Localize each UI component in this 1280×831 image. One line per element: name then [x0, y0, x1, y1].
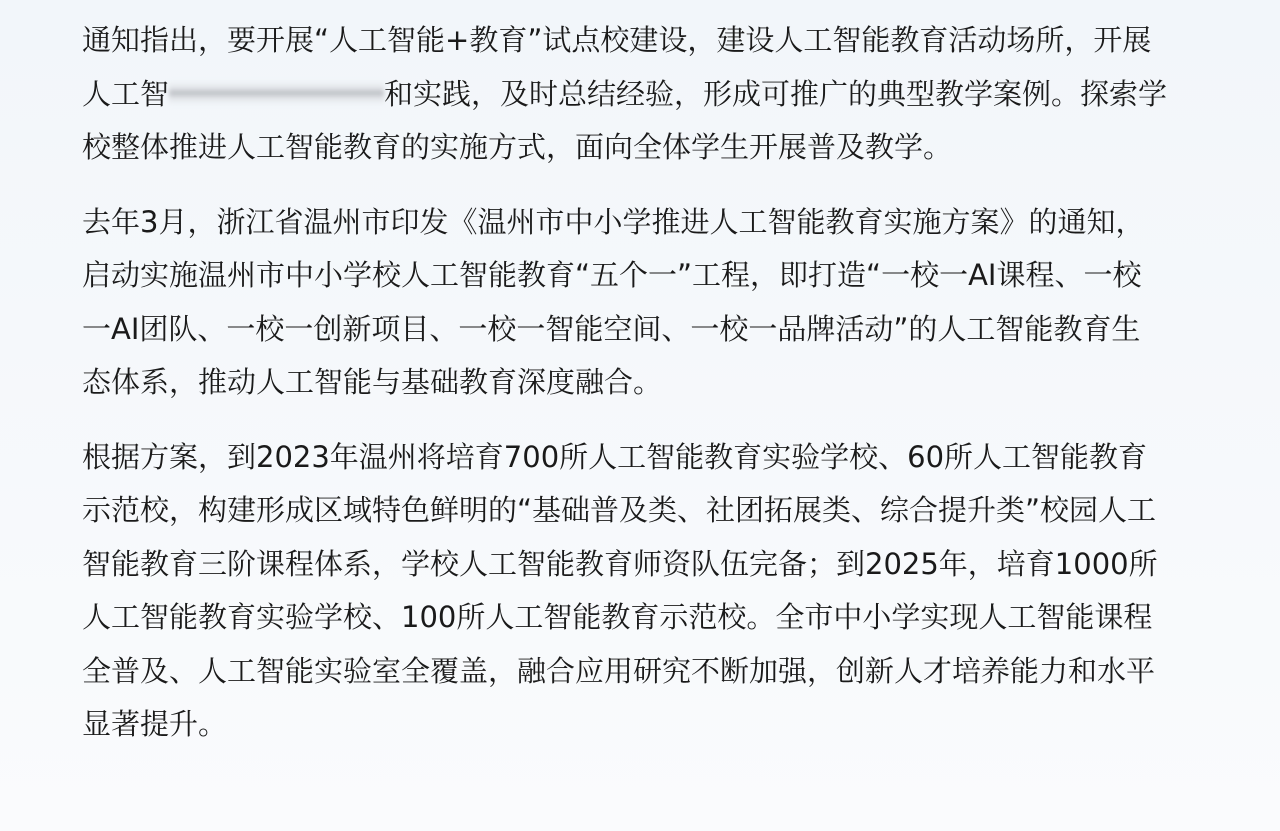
article-body	[82, 0, 1192, 752]
paragraph-1-line-2-start: 人工智	[82, 76, 170, 111]
paragraph-2-line-1: 去年3月，浙江省温州市印发《温州市中小学推进人工智能教育实施方案》的通知，	[82, 204, 1145, 239]
redaction-blur	[169, 81, 384, 105]
paragraph-1-line-2	[82, 68, 1192, 122]
paragraph-3-line-2: 示范校，构建形成区域特色鲜明的“基础普及类、社团拓展类、综合提升类”校园人工	[82, 493, 1157, 527]
paragraph-3-line-5: 全普及、人工智能实验室全覆盖，融合应用研究不断加强，创新人才培养能力和水平	[82, 653, 1156, 688]
paragraph-3-line-3: 智能教育三阶课程体系，学校人工智能教育师资队伍完备；到2025年，培育1000所	[82, 546, 1158, 581]
paragraph-1-line-2-end: 和实践，及时总结经验，形成可推广的典型教学案例。探索学	[384, 76, 1168, 111]
paragraph-3-line-6: 显著提升。	[82, 707, 228, 741]
paragraph-3	[82, 431, 1192, 752]
paragraph-2-line-3: 一AI团队、一校一创新项目、一校一智能空间、一校一品牌活动”的人工智能教育生	[82, 311, 1141, 346]
paragraph-1	[82, 0, 1192, 175]
paragraph-2-line-4: 态体系，推动人工智能与基础教育深度融合。	[82, 365, 663, 399]
paragraph-2	[82, 196, 1192, 410]
paragraph-1-line-3: 校整体推进人工智能教育的实施方式，面向全体学生开展普及教学。	[82, 130, 953, 164]
paragraph-1-line-1: 通知指出，要开展“人工智能+教育”试点校建设，建设人工智能教育活动场所，开展	[82, 23, 1152, 57]
paragraph-3-line-4: 人工智能教育实验学校、100所人工智能教育示范校。全市中小学实现人工智能课程	[82, 600, 1153, 634]
paragraph-3-line-1: 根据方案，到2023年温州将培育700所人工智能教育实验学校、60所人工智能教育	[82, 439, 1148, 474]
paragraph-2-line-2: 启动实施温州市中小学校人工智能教育“五个一”工程，即打造“一校一AI课程、一校	[82, 258, 1142, 292]
